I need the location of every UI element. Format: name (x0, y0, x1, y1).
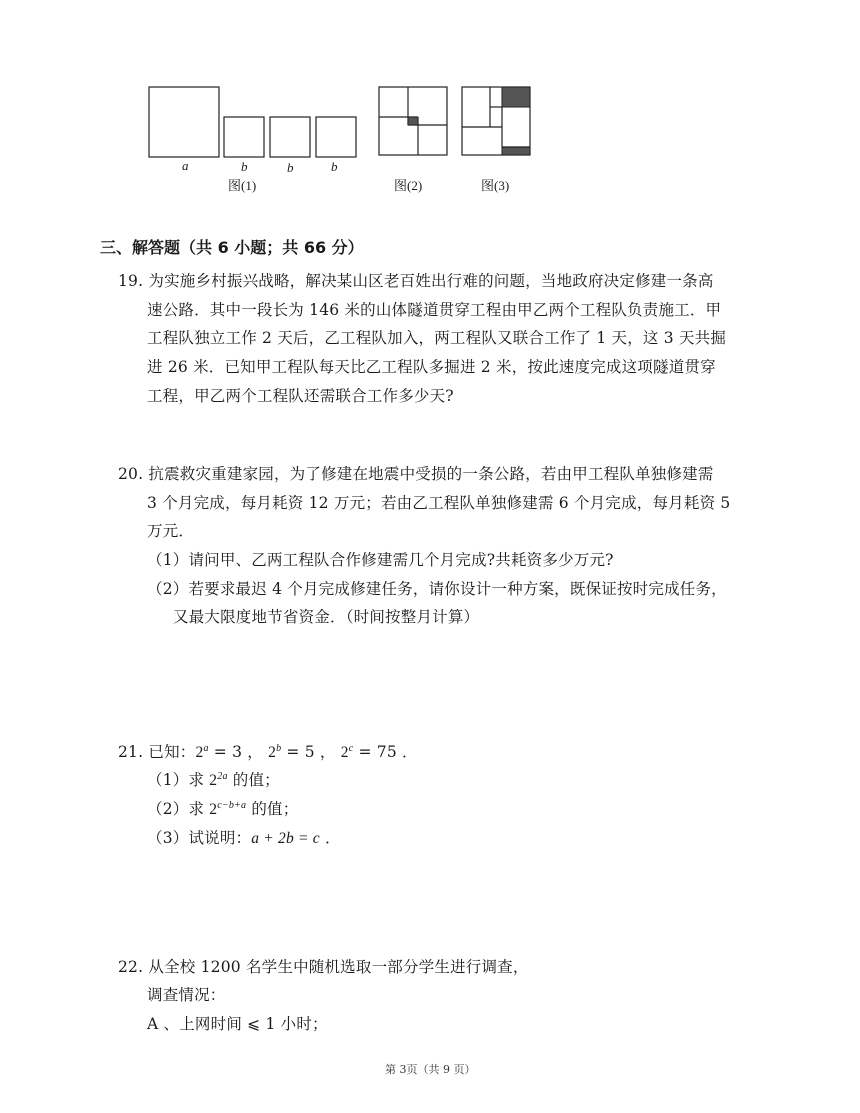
figure-3-drawing (462, 87, 530, 155)
q21-part-3: （3）试说明：a + 2b = c ． (147, 829, 341, 847)
page-footer: 第 3页（共 9 页） (385, 1063, 476, 1076)
square-b-3 (316, 117, 356, 157)
square-b-1 (224, 117, 264, 157)
figure-2-drawing (379, 87, 447, 155)
q22-line-1: 22. 从全校 1200 名学生中随机选取一部分学生进行调查， (118, 958, 529, 976)
caption-figure-2: 图(2) (394, 178, 423, 193)
q20-part-2: （2）若要求最迟 4 个月完成修建任务，请你设计一种方案，既保证按时完成任务， (147, 580, 727, 598)
section-heading: 三、解答题（共 6 小题；共 66 分） (100, 238, 364, 257)
q21-given: 21. 已知：$2^a = 3$ ， $2^b = 5$ ， $2^c = 75$ ． (118, 742, 418, 761)
label-b-3: b (331, 159, 338, 174)
q20-line-2: 3 个月完成，每月耗资 12 万元；若由乙工程队单独修建需 6 个月完成，每月耗资 5 (147, 494, 731, 512)
q19-line-2: 速公路．其中一段长为 146 米的山体隧道贯穿工程由甲乙两个工程队负责施工．甲 (147, 301, 722, 319)
label-b-1: b (241, 159, 248, 174)
label-b-2: b (287, 160, 294, 175)
q20-line-1: 20. 抗震救灾重建家园，为了修建在地震中受损的一条公路，若由甲工程队单独修建需 (118, 465, 714, 483)
square-a (149, 87, 219, 157)
q21-part-2: （2）求 $2^{c-b+a}$ 的值； (147, 799, 299, 818)
q21-part-1: （1）求 $2^{2a}$ 的值； (147, 770, 280, 789)
q22-line-2: 调查情况： (147, 986, 226, 1004)
q20-part-2-cont: 又最大限度地节省资金．（时间按整月计算） (173, 608, 480, 626)
q22-line-3: A 、上网时间 ⩽ 1 小时； (147, 1015, 328, 1033)
square-b-2 (270, 117, 310, 157)
q19-line-4: 进 26 米．已知甲工程队每天比乙工程队多掘进 2 米，按此速度完成这项隧道贯穿 (147, 358, 716, 376)
label-a: a (182, 158, 189, 173)
caption-figure-1: 图(1) (228, 178, 257, 193)
q19-line-3: 工程队独立工作 2 天后，乙工程队加入，两工程队又联合工作了 1 天，这 3 天共掘 (147, 329, 727, 347)
q19-line-1: 19. 为实施乡村振兴战略，解决某山区老百姓出行难的问题，当地政府决定修建一条高 (118, 272, 714, 290)
q20-part-1: （1）请问甲、乙两工程队合作修建需几个月完成?共耗资多少万元? (147, 551, 614, 569)
q20-line-3: 万元． (147, 522, 195, 540)
q19-line-5: 工程，甲乙两个工程队还需联合工作多少天? (147, 387, 454, 405)
caption-figure-3: 图(3) (481, 178, 510, 193)
